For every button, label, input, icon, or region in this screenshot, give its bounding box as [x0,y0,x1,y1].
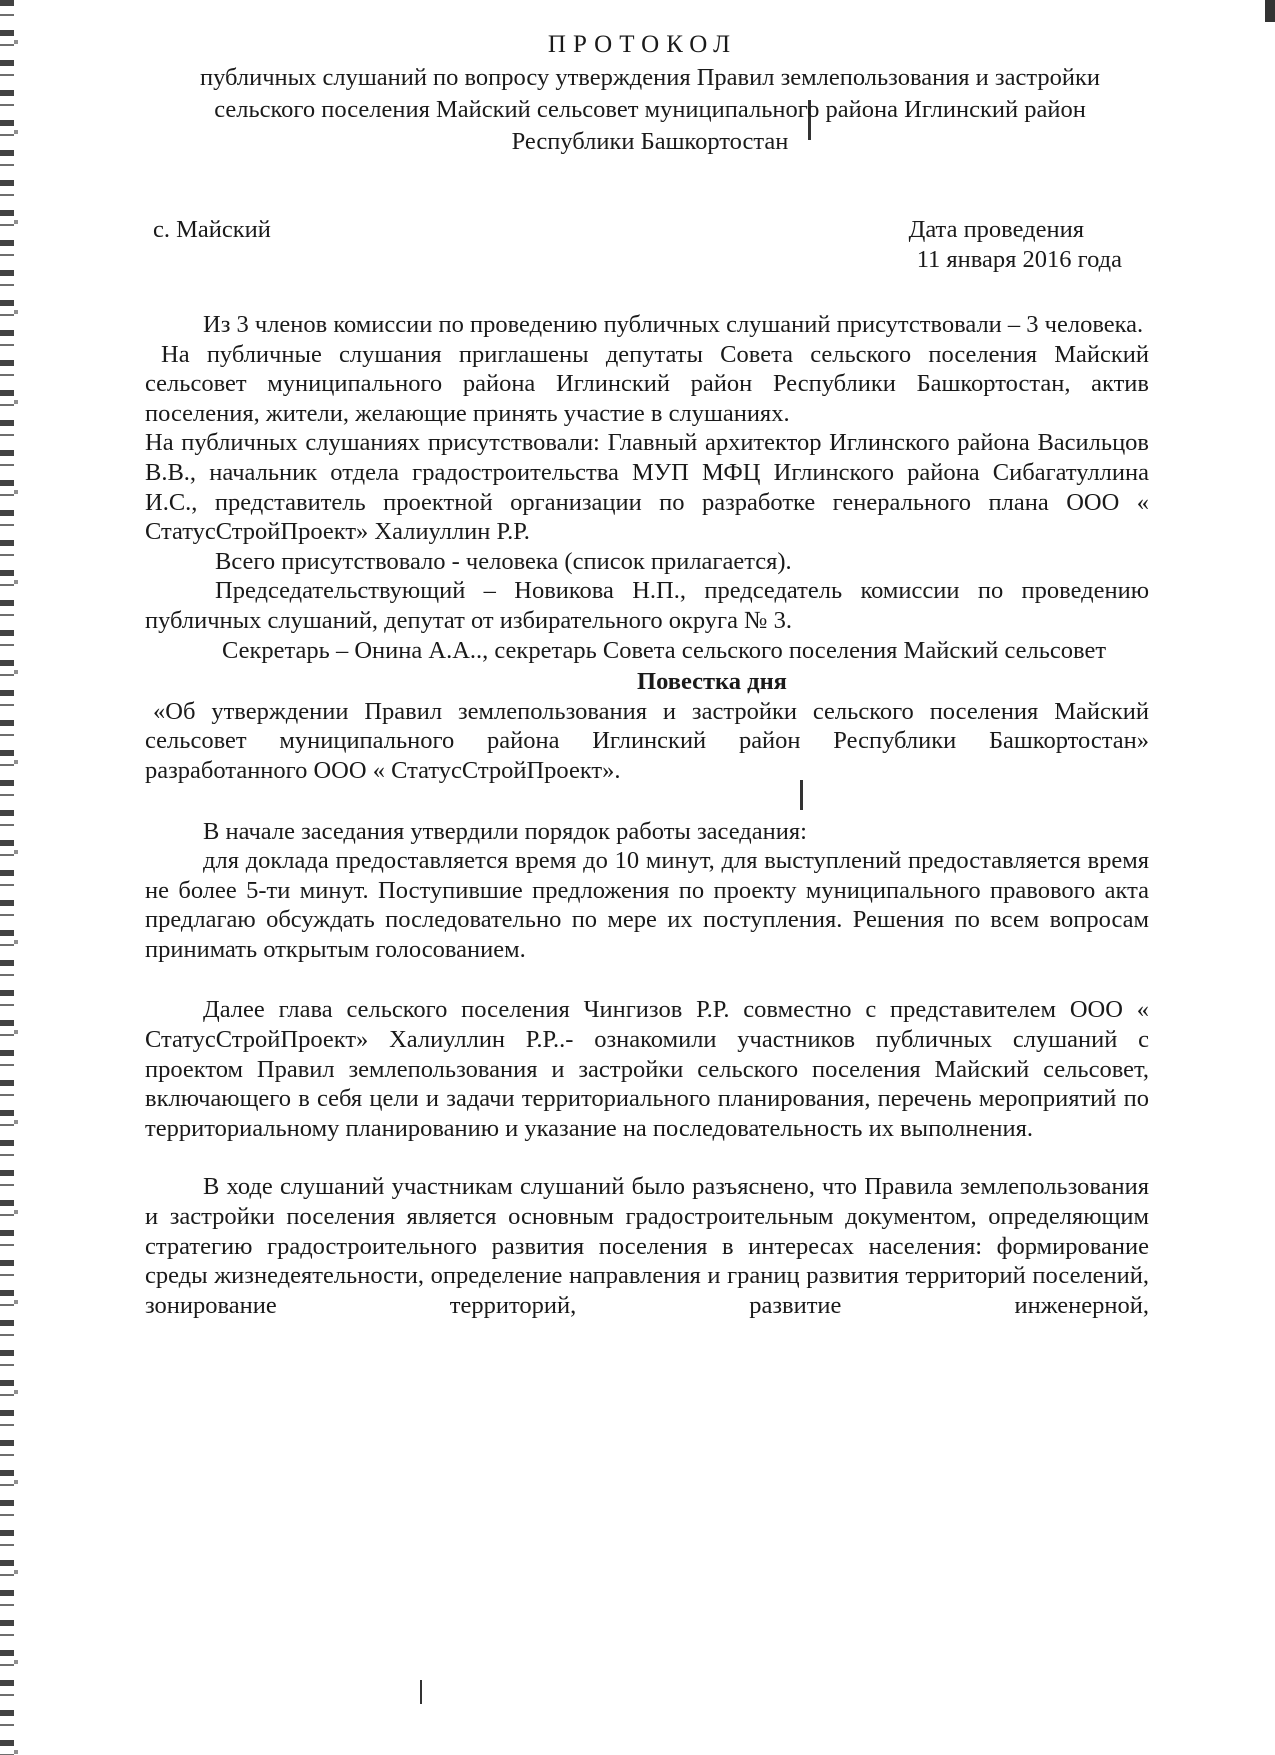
meeting-date-block [909,215,1122,275]
paragraph-invited: На публичные слушания приглашены депутаты Совета сельского поселения Майский сельсовет муниципального района Иглинский район Республики Башкортостан, актив поселения, жители, желающие принять участие в слушаниях. [145,340,1149,427]
date-value: 11 января 2016 года [916,246,1122,273]
protocol-body [145,310,1149,1320]
scan-corner-artifact [1265,0,1275,22]
protocol-subtitle [150,62,1150,158]
spacer [145,1143,1149,1172]
paragraph-procedure-intro: В начале заседания утвердили порядок работы заседания: [203,817,807,845]
subtitle-line-1: публичных слушаний по вопросу утверждения Правил землепользования и застройки [200,64,1100,91]
paragraph-total: Всего присутствовало - человека (список прилагается). [215,547,792,575]
paragraph-present: На публичных слушаниях присутствовали: Главный архитектор Иглинского района Васильцов В.В., начальник отдела градостроительства МУП МФЦ Иглинского района Сибагатуллина И.С., представитель проектной организации по разработке генерального плана ООО « СтатусСтройПроект» Халиуллин Р.Р. [145,429,1149,546]
agenda-text: «Об утверждении Правил землепользования и застройки сельского поселения Майский сельсовет муниципального района Иглинский район Республики Башкортостан» разработанного ООО « СтатусСтройПроект». [145,697,1149,784]
scan-stray-mark [420,1680,422,1704]
protocol-title: ПРОТОКОЛ [547,31,738,58]
agenda-title: Повестка дня [637,668,787,696]
scan-edge-artifact [0,0,14,1755]
paragraph-procedure: для доклада предоставляется время до 10 минут, для выступлений предоставляется время не более 5-ти минут. Поступившие предложения по проекту муниципального правового акта предлагаю обсуждать последовательно по мере их поступления. Решения по всем вопросам принимать открытым голосованием. [145,847,1149,963]
paragraph-chairman: Председательствующий – Новикова Н.П., председатель комиссии по проведению публичных слушаний, депутат от избирательного округа № 3. [145,577,1149,634]
paragraph-presentation: Далее глава сельского поселения Чингизов Р.Р. совместно с представителем ООО « СтатусСтройПроект» Халиуллин Р.Р..- ознакомили участников публичных слушаний с проектом Правил землепользования и застройки сельского поселения Майский сельсовет, включающего в себя цели и задачи территориального планирования, перечень мероприятий по территориальному планированию и указание на последовательность их выполнения. [145,996,1149,1142]
subtitle-line-3: Республики Башкортостан [511,128,789,155]
meeting-place: с. Майский [153,216,271,243]
date-label: Дата проведения [908,216,1084,243]
spacer [145,786,1149,817]
paragraph-explanation: В ходе слушаний участникам слушаний было разъяснено, что Правила землепользования и застройки поселения является основным градостроительным документом, определяющим стратегию градостроительного развития поселения в интересах населения: формирование среды жизнедеятельности, определение направления и границ развития территорий поселений, зонирование территорий, развитие инженерной, [145,1173,1149,1319]
scan-edge-artifact-inner [14,0,18,1755]
paragraph-attendance: Из 3 членов комиссии по проведению публичных слушаний присутствовали – 3 человека. [203,311,1144,338]
subtitle-line-2: сельского поселения Майский сельсовет муниципального района Иглинский район [214,96,1086,123]
paragraph-secretary: Секретарь – Онина А.А.., секретарь Совета сельского поселения Майский сельсовет [222,636,1107,664]
spacer [145,964,1149,995]
